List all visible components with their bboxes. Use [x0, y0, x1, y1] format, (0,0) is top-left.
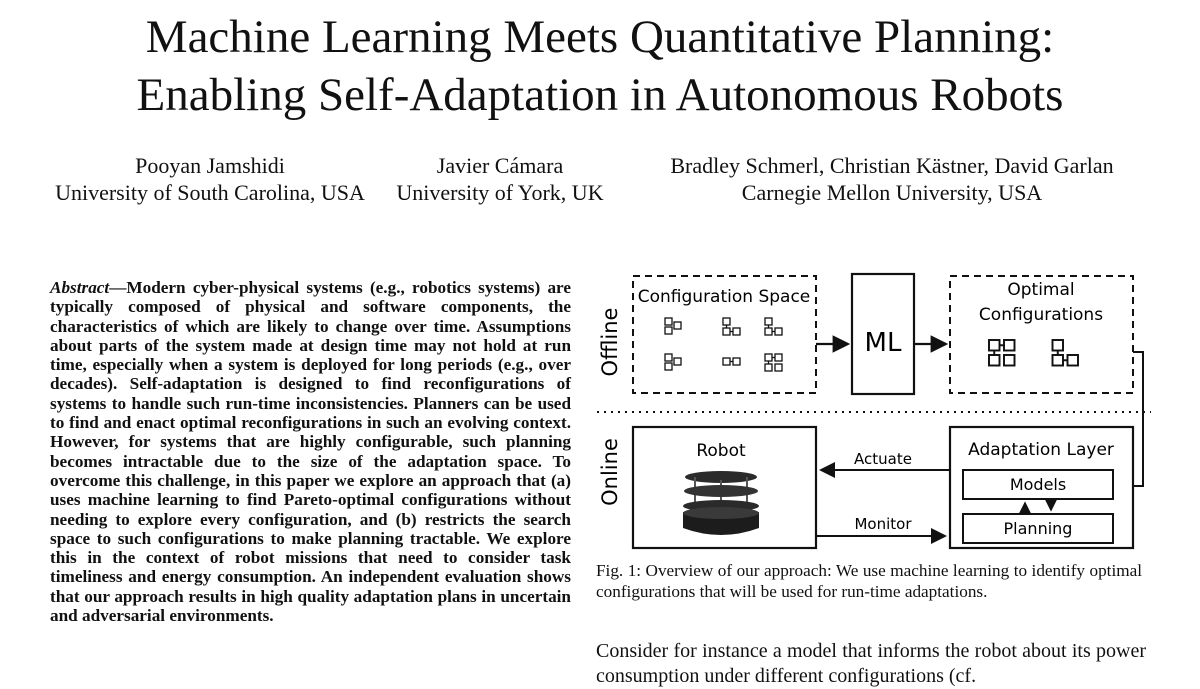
optimal-icons — [989, 340, 1078, 366]
actuate-label: Actuate — [854, 450, 912, 468]
online-label: Online — [598, 438, 622, 506]
abstract — [50, 278, 571, 625]
robot-icon — [683, 471, 759, 535]
configuration-space-label: Configuration Space — [637, 287, 811, 307]
abstract-lead: Abstract — [50, 278, 110, 297]
robot-label: Robot — [696, 441, 746, 461]
author-1 — [40, 152, 380, 206]
author-name: Pooyan Jamshidi — [135, 153, 285, 178]
author-2 — [385, 152, 615, 206]
author-affiliation: Carnegie Mellon University, USA — [741, 180, 1043, 205]
approach-diagram — [595, 270, 1155, 560]
author-3 — [622, 152, 1162, 206]
abstract-text: —Modern cyber-physical systems (e.g., robotics systems) are typically composed of physical and software components, the characteristics of which are likely to change over time. Assumptions about parts of the system made at design time may not hold at run time, especially when a system is deployed for long periods (e.g., over decades). Self-adaptation is designed to find reconfigurations of systems to handle such run-time inconsistencies. Planners can be used to find and enact optimal reconfigurations in such an evolving context. However, for systems that are highly configurable, such planning becomes intractable due to the size of the adaptation space. To overcome this challenge, in this paper we explore an approach that (a) uses machine learning to find Pareto-optimal configurations without needing to explore every configuration, and (b) restricts the search space to such configurations to make planning tractable. We explore this in the context of robot missions that need to consider task timeliness and energy consumption. An independent evaluation shows that our approach results in high quality adaptation plans in uncertain and adversarial environments. — [50, 278, 571, 626]
offline-label: Offline — [598, 307, 622, 377]
models-label: Models — [1009, 475, 1067, 494]
paper-title — [0, 8, 1200, 124]
figure-overview — [595, 270, 1155, 560]
configuration-icons — [665, 318, 782, 371]
monitor-label: Monitor — [854, 515, 912, 533]
author-name: Javier Cámara — [436, 153, 564, 178]
ml-label: ML — [864, 328, 902, 358]
title-line-2: Enabling Self-Adaptation in Autonomous Robots — [136, 69, 1064, 121]
optimal-label-line2: Configurations — [978, 305, 1104, 325]
planning-label: Planning — [1003, 519, 1073, 538]
title-line-1: Machine Learning Meets Quantitative Planning: — [145, 11, 1055, 63]
figure-caption: Fig. 1: Overview of our approach: We use machine learning to identify optimal configurations that will be used for run-time adaptations. — [596, 561, 1142, 601]
author-affiliation: University of South Carolina, USA — [55, 180, 365, 205]
body-paragraph: Consider for instance a model that informs the robot about its power consumption under different configurations (cf. — [596, 640, 1146, 687]
author-name: Bradley Schmerl, Christian Kästner, David Garlan — [670, 153, 1114, 178]
author-affiliation: University of York, UK — [396, 180, 604, 205]
adaptation-layer-label: Adaptation Layer — [968, 440, 1114, 460]
optimal-label-line1: Optimal — [1007, 280, 1075, 300]
